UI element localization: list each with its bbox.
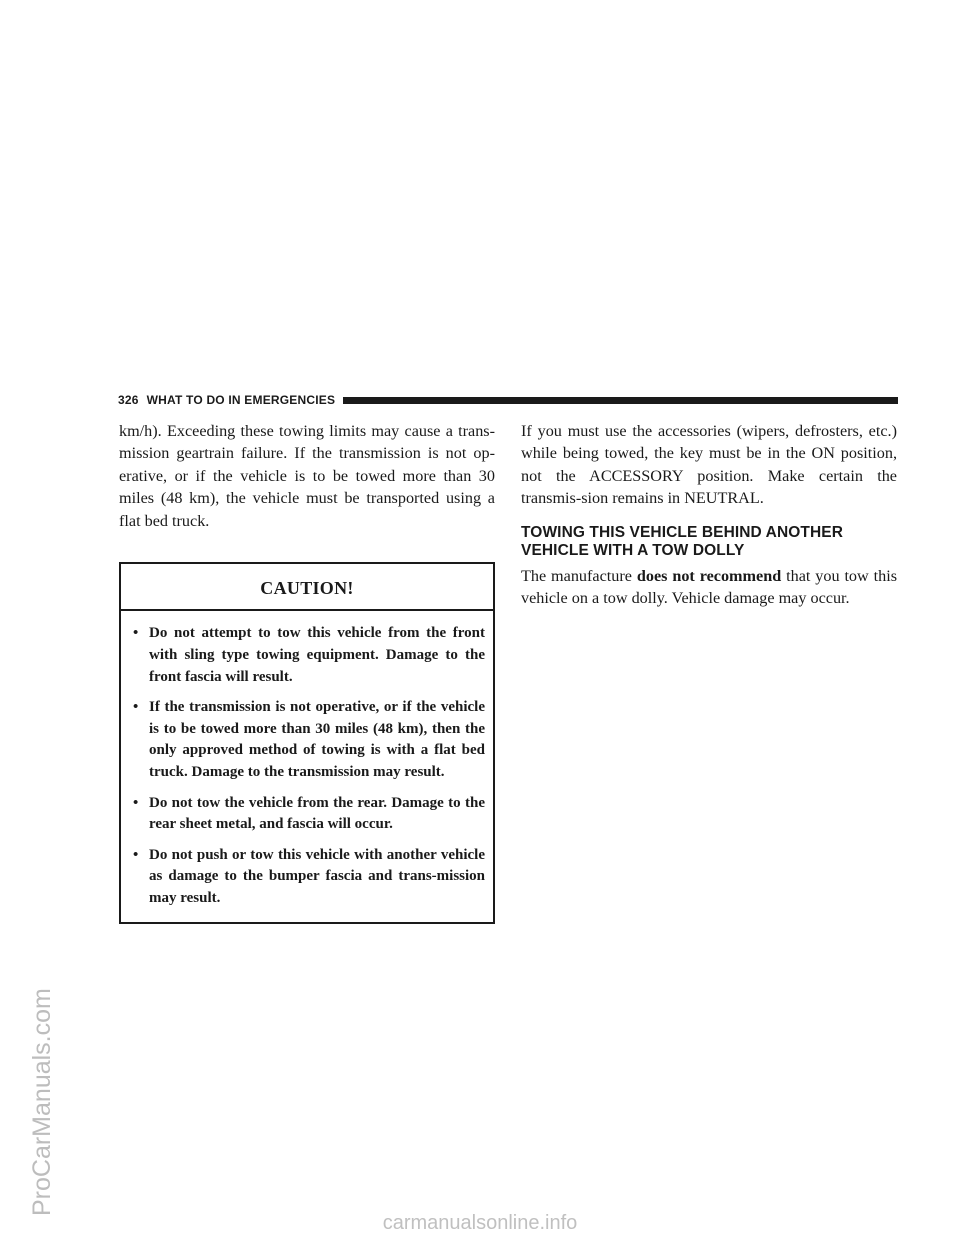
footer-watermark: carmanualsonline.info (382, 1212, 578, 1234)
tow-dolly-paragraph (521, 565, 897, 610)
caution-item: • Do not push or tow this vehicle with another vehicle as damage to the bumper fascia and trans-mission may result. (133, 845, 485, 910)
caution-title: CAUTION! (121, 564, 493, 611)
accessories-paragraph: If you must use the accessories (wipers, defrosters, etc.) while being towed, the key must be in the ON position, not the ACCESSORY position. Make certain the transmis-sion remains in NEUTRAL. (521, 422, 897, 508)
tow-dolly-emphasis: does not recommend (636, 566, 782, 585)
side-watermark-text: ProCarManuals.com (28, 988, 56, 1216)
caution-item: • If the transmission is not operative, or if the vehicle is to be towed more than 30 miles (48 km), then the only approved method of towing is with a flat bed truck. Damage to the transmission may result. (133, 697, 485, 783)
right-column (521, 420, 897, 609)
section-title: WHAT TO DO IN EMERGENCIES (146, 393, 336, 407)
tow-dolly-text-before: The manufacture (521, 566, 637, 585)
page-number: 326 (118, 393, 139, 407)
intro-paragraph: km/h). Exceeding these towing limits may cause a trans-mission geartrain failure. If the transmission is not op-erative, or if the vehicle is to be towed more than 30 miles (48 km), the vehicle must be transported using a flat bed truck. (119, 422, 495, 530)
caution-list (121, 611, 493, 909)
tow-dolly-heading: TOWING THIS VEHICLE BEHIND ANOTHER VEHICLE WITH A TOW DOLLY (521, 523, 844, 560)
tow-dolly-text-after: that you tow this vehicle on a tow dolly. Vehicle damage may occur. (521, 566, 897, 608)
running-head (118, 391, 898, 409)
caution-box (119, 562, 495, 924)
header-rule (343, 397, 898, 404)
left-column (119, 420, 495, 924)
caution-item: • Do not tow the vehicle from the rear. Damage to the rear sheet metal, and fascia will occur. (133, 793, 485, 836)
caution-item: • Do not attempt to tow this vehicle from the front with sling type towing equipment. Damage to the front fascia will result. (133, 623, 485, 688)
